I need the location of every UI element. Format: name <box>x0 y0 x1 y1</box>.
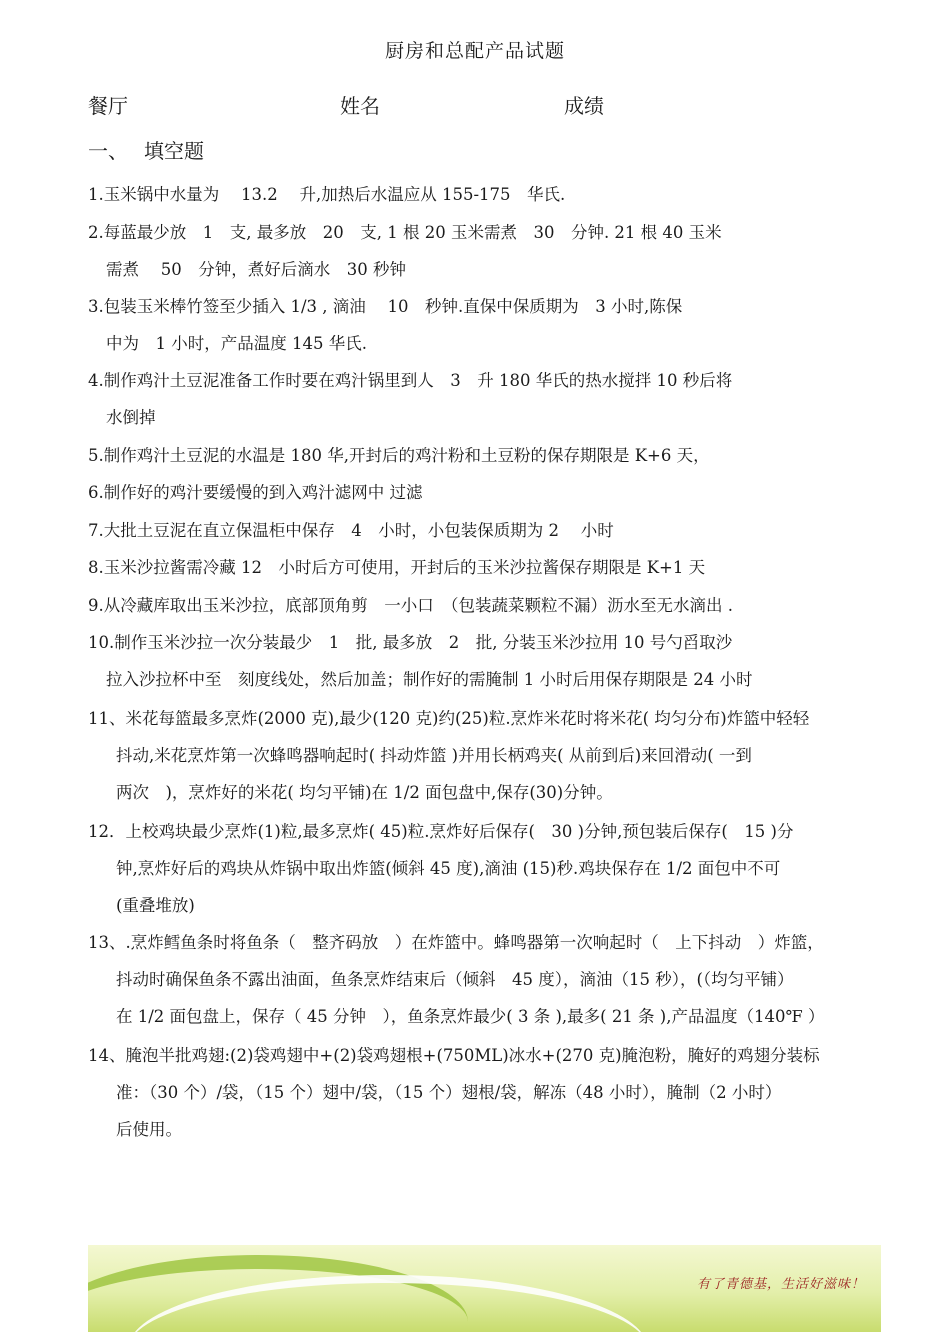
question-3 <box>88 288 682 362</box>
document-title: 厨房和总配产品试题 <box>384 40 565 62</box>
question-line: 4.制作鸡汁土豆泥准备工作时要在鸡汁锅里到人 3 升 180 华氏的热水搅拌 10 秒后将 <box>88 371 733 390</box>
question-12 <box>88 813 793 924</box>
section-heading <box>88 135 204 164</box>
question-line: 拉入沙拉杯中至 刻度线处，然后加盖；制作好的需腌制 1 小时后用保存期限是 24 小时 <box>106 670 753 689</box>
question-line: 11、米花每篮最多烹炸(2000 克),最少(120 克)约(25)粒.烹炸米花时将米花( 均匀分布)炸篮中轻轻 <box>88 709 810 728</box>
question-7 <box>88 512 614 549</box>
question-line: 7.大批土豆泥在直立保温柜中保存 4 小时，小包装保质期为 2 小时 <box>88 521 614 540</box>
question-line: 抖动时确保鱼条不露出油面，鱼条烹炸结束后（倾斜 45 度），滴油（15 秒），(（均匀平铺） <box>116 970 794 989</box>
section-number: 一、 <box>88 139 128 163</box>
question-14 <box>88 1037 820 1148</box>
question-line: 10.制作玉米沙拉一次分装最少 1 批, 最多放 2 批, 分装玉米沙拉用 10 号勺舀取沙 <box>88 633 733 652</box>
question-line: 6.制作好的鸡汁要缓慢的到入鸡汁滤网中 过滤 <box>88 483 423 502</box>
footer-slogan: 有了青德基，生活好滋味！ <box>696 1277 865 1292</box>
name-label: 姓名 <box>340 94 380 118</box>
question-line: 1.玉米锅中水量为 13.2 升,加热后水温应从 155-175 华氏. <box>88 185 566 204</box>
question-2 <box>88 214 722 288</box>
question-line: (重叠堆放) <box>116 896 195 915</box>
section-title: 填空题 <box>144 139 204 163</box>
question-line: 需煮 50 分钟，煮好后滴水 30 秒钟 <box>106 260 406 279</box>
question-line: 12．上校鸡块最少烹炸(1)粒,最多烹炸( 45)粒.烹炸好后保存( 30 )分钟,预包装后保存( 15 )分 <box>88 822 794 841</box>
question-6 <box>88 474 423 511</box>
question-5 <box>88 437 710 474</box>
question-line: 5.制作鸡汁土豆泥的水温是 180 华,开封后的鸡汁粉和土豆粉的保存期限是 K+6 天， <box>88 446 710 465</box>
question-4 <box>88 362 732 436</box>
restaurant-label: 餐厅 <box>88 94 128 118</box>
question-line: 8.玉米沙拉酱需冷藏 12 小时后方可使用，开封后的玉米沙拉酱保存期限是 K+1 天 <box>88 558 706 577</box>
question-9 <box>88 587 733 624</box>
question-line: 准：（30 个）/袋，（15 个）翅中/袋，（15 个）翅根/袋，解冻（48 小时），腌制（2 小时） <box>116 1083 782 1102</box>
question-1 <box>88 176 565 213</box>
question-line: 水倒掉 <box>106 408 156 427</box>
question-8 <box>88 549 705 586</box>
question-line: 3.包装玉米棒竹签至少插入 1/3 , 滴油 10 秒钟.直保中保质期为 3 小时,陈保 <box>88 297 683 316</box>
question-11 <box>88 700 809 811</box>
question-line: 9.从冷藏库取出玉米沙拉，底部顶角剪 一小口 （包装蔬菜颗粒不漏）沥水至无水滴出 . <box>88 596 733 615</box>
question-line: 13、.烹炸鳕鱼条时将鱼条（ 整齐码放 ）在炸篮中。蜂鸣器第一次响起时（ 上下抖动 ）炸篮， <box>88 933 824 952</box>
question-line: 后使用。 <box>116 1120 182 1139</box>
question-line: 14、腌泡半批鸡翅:(2)袋鸡翅中+(2)袋鸡翅根+(750ML)冰水+(270 克)腌泡粉，腌好的鸡翅分装标 <box>88 1046 820 1065</box>
question-10 <box>88 624 752 698</box>
question-13 <box>88 924 825 1035</box>
question-line: 2.每蓝最少放 1 支, 最多放 20 支, 1 根 20 玉米需煮 30 分钟. 21 根 40 玉米 <box>88 223 722 242</box>
question-line: 两次 )，烹炸好的米花( 均匀平铺)在 1/2 面包盘中,保存(30)分钟。 <box>116 783 613 802</box>
question-line: 钟,烹炸好后的鸡块从炸锅中取出炸篮(倾斜 45 度),滴油 (15)秒.鸡块保存在 1/2 面包中不可 <box>116 859 781 878</box>
score-label: 成绩 <box>564 94 604 118</box>
question-line: 抖动,米花烹炸第一次蜂鸣器响起时( 抖动炸篮 )并用长柄鸡夹( 从前到后)来回滑动( 一到 <box>116 746 752 765</box>
question-line: 中为 1 小时，产品温度 145 华氏. <box>106 334 367 353</box>
footer-banner <box>88 1245 881 1332</box>
question-line: 在 1/2 面包盘上，保存（ 45 分钟 ），鱼条烹炸最少( 3 条 ),最多( 21 条 ),产品温度（140℉ ） <box>116 1007 825 1026</box>
